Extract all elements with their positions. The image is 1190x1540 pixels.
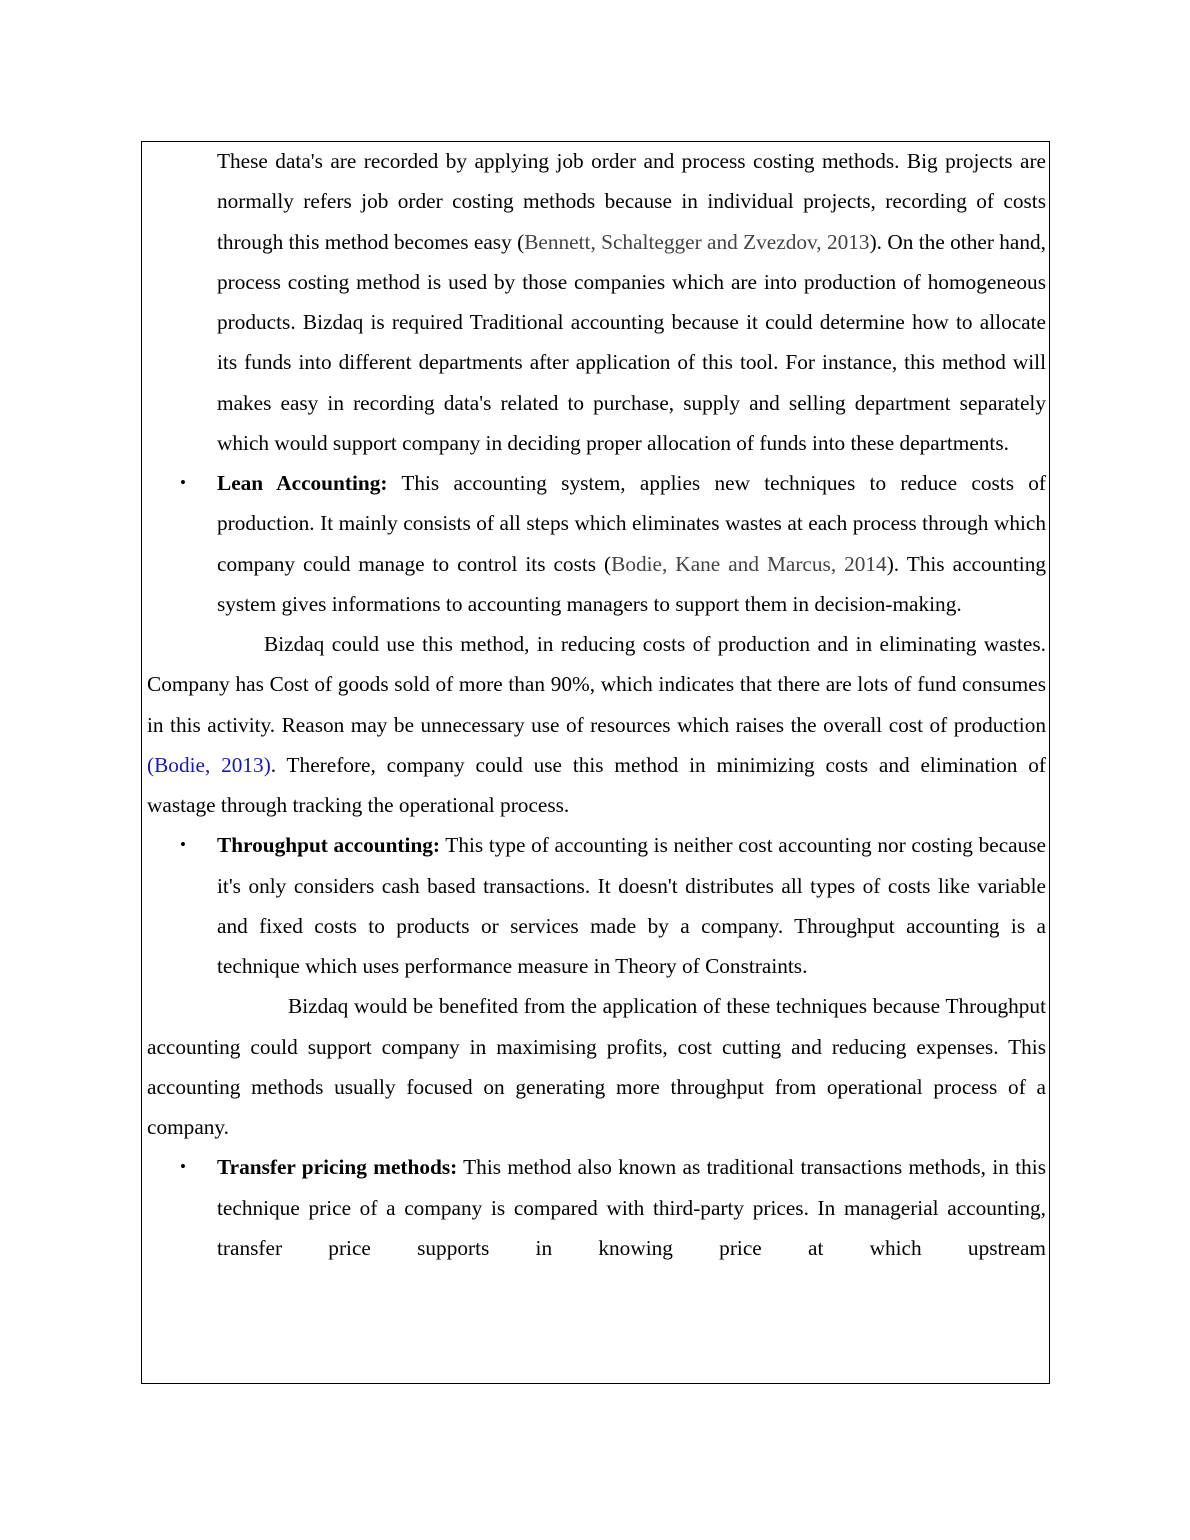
bullet-title: Throughput accounting: xyxy=(217,833,441,858)
text: This method also known as traditional transactions methods, in this technique price of a company is compared with third-party prices. In managerial accounting, transfer price supports in knowing price at which upstream xyxy=(217,1155,1046,1260)
bullet-transfer-pricing xyxy=(147,1147,1046,1268)
bullet-icon: • xyxy=(180,1157,186,1177)
bullet-icon: • xyxy=(180,835,186,855)
citation-bodie-kane-marcus: Bodie, Kane and Marcus, 2014 xyxy=(611,551,887,576)
text: These data's are recorded by applying job order and process costing methods. Big projects are normally refers job order costing methods because in individual projects, recording of costs through this method becomes easy ( xyxy=(217,149,1046,254)
text: ). On the other hand, process costing method is used by those companies which are into production of homogeneous products. Bizdaq is required Traditional accounting because it could determine how to allocate its funds into different departments after application of this tool. For instance, this method will makes easy in recording data's related to purchase, supply and selling department separately which would support company in deciding proper allocation of funds into these departments. xyxy=(217,229,1047,455)
text-frame xyxy=(141,141,1050,1384)
bullet-title: Transfer pricing methods: xyxy=(217,1155,458,1180)
text: This type of accounting is neither cost accounting nor costing because it's only considers cash based transactions. It doesn't distributes all types of costs like variable and fixed costs to products or services made by a company. Throughput accounting is a technique which uses performance measure in Theory of Constraints. xyxy=(217,833,1046,978)
paragraph-throughput-application: Bizdaq would be benefited from the application of these techniques because Throughput accounting could support company in maximising profits, cost cutting and reducing expenses. This accounting methods usually focused on generating more throughput from operational process of a company. xyxy=(147,994,1046,1139)
text: Bizdaq could use this method, in reducing costs of production and in eliminating wastes. Company has Cost of goods sold of more than 90%, which indicates that there are lots of fund consumes in this activity. Reason may be unnecessary use of resources which raises the overall cost of production xyxy=(147,632,1046,737)
citation-bodie-2013: (Bodie, 2013) xyxy=(147,752,271,777)
document-body xyxy=(147,141,1046,1268)
text: . Therefore, company could use this method in minimizing costs and elimination of wastage through tracking the operational process. xyxy=(147,752,1046,817)
bullet-title: Lean Accounting: xyxy=(217,471,388,495)
paragraph-traditional-accounting xyxy=(147,141,1046,463)
citation-bennett: Bennett, Schaltegger and Zvezdov, 2013 xyxy=(524,229,870,254)
text: ). This accounting system gives informations to accounting managers to support them in decision-making. xyxy=(217,551,1046,616)
bullet-lean-accounting xyxy=(147,463,1046,624)
bullet-throughput-accounting xyxy=(147,825,1046,986)
text: This accounting system, applies new techniques to reduce costs of production. It mainly consists of all steps which eliminates wastes at each process through which company could manage to control its costs ( xyxy=(217,471,1046,576)
paragraph-lean-application xyxy=(147,624,1046,825)
bullet-icon: • xyxy=(180,473,186,492)
